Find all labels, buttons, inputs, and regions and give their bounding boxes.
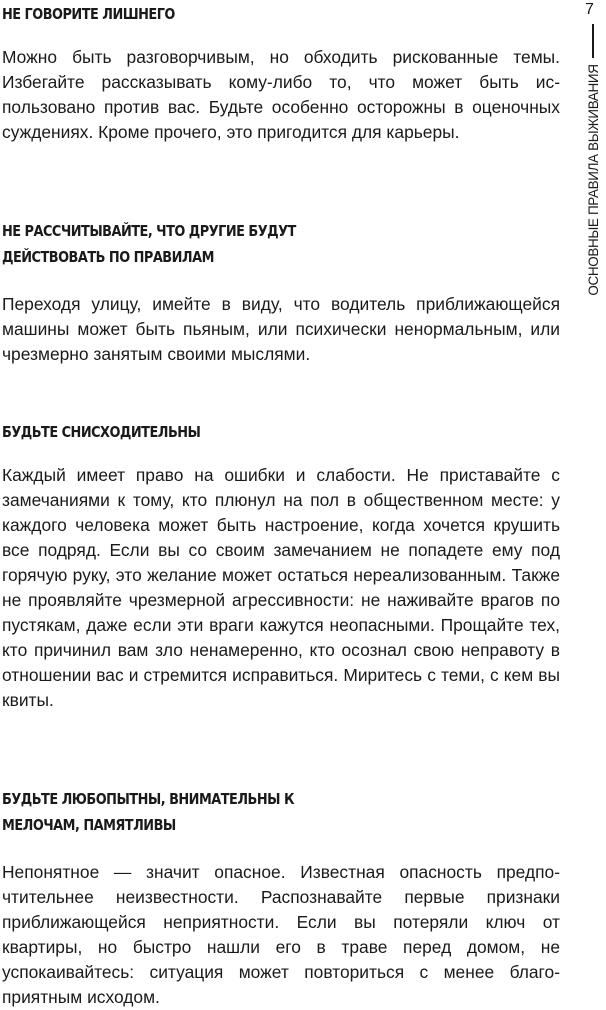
section-paragraph: Непонятное — значит опасное. Известная опасность предпочтительнее неизвестности. Распознавайте первые признаки приближающейся неприятности. Если вы потеряли ключ от квартиры, но быстро нашли его в траве перед домом, не успокаивайтесь: ситуация может повториться с менее благоприятным исходом. <box>2 862 560 1007</box>
running-title-container <box>583 64 605 296</box>
margin-rule <box>592 24 594 58</box>
page-number: 7 <box>585 1 594 18</box>
section-paragraph: Переходя улицу, имейте в виду, что водитель приближающейся машины может быть пьяным, или психически ненормальным, или чрезмерно занятым своими мыслями. <box>2 294 560 364</box>
section-heading: НЕ РАССЧИТЫВАЙТЕ, ЧТО ДРУГИЕ БУДУТ ДЕЙСТВОВАТЬ ПО ПРАВИЛАМ <box>2 222 296 266</box>
section-paragraph: Каждый имеет право на ошибки и слабости. Не приставайте с замечаниями к тому, кто плюнул на пол в общественном месте: у каждого человека может быть настроение, когда хочется крушить все подряд. Если вы со своим замечанием не попадете ему под горячую руку, это желание может остаться нереализованным. Также не проявляйте чрезмерной агрессивности: не наживайте врагов по пустякам, даже если эти враги кажутся неопасными. Прощайте тех, кто причинил вам зло ненамеренно, кто осознал свою неправоту в отношении вас и стремится исправиться. Миритесь с теми, с кем вы квиты. <box>2 465 560 710</box>
section-heading: БУДЬТЕ ЛЮБОПЫТНЫ, ВНИМАТЕЛЬНЫ К МЕЛОЧАМ, ПАМЯТЛИВЫ <box>2 790 294 834</box>
section-paragraph: Можно быть разговорчивым, но обходить рискованные темы. Избегайте рассказывать кому-либо то, что может быть использовано против вас. Будьте особенно осторожны в оценочных суждениях. Кроме прочего, это пригодится для карьеры. <box>2 47 560 142</box>
section-heading: БУДЬТЕ СНИСХОДИТЕЛЬНЫ <box>2 423 201 441</box>
running-title: ОСНОВНЫЕ ПРАВИЛА ВЫЖИВАНИЯ <box>586 64 601 296</box>
section-heading: НЕ ГОВОРИТЕ ЛИШНЕГО <box>2 5 175 23</box>
page-margin-header <box>573 0 606 300</box>
